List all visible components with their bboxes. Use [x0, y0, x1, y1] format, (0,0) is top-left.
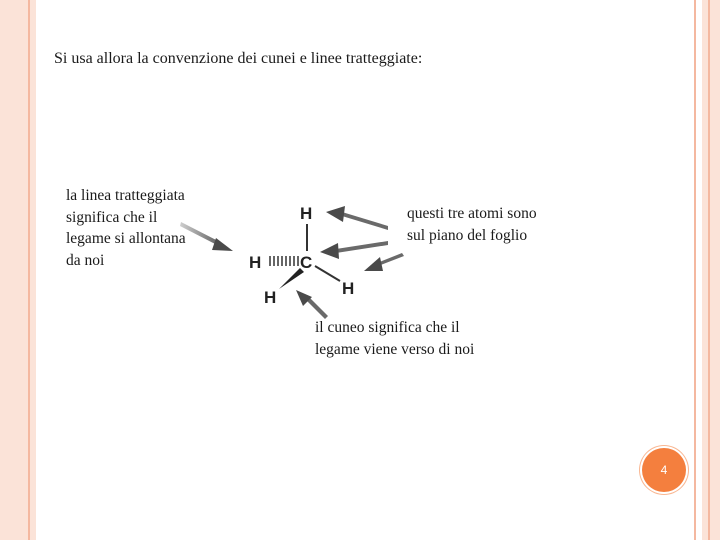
arrow-to-lower-right-hydrogen [364, 253, 404, 271]
bond-lower-right [315, 266, 340, 281]
atom-hydrogen-lower-right: H [342, 279, 355, 298]
arrow-to-dashed-bond [180, 222, 233, 251]
atom-hydrogen-lower-left: H [264, 288, 277, 307]
slide-heading: Si usa allora la convenzione dei cunei e linee tratteggiate: [54, 50, 423, 67]
dashed-line-note: la linea tratteggiata significa che il legame si allontana da noi [66, 187, 186, 269]
page-number: 4 [660, 463, 668, 477]
arrow-to-wedge [296, 290, 328, 319]
plane-atoms-note: questi tre atomi sono sul piano del foglio [407, 205, 537, 244]
atom-hydrogen-top: H [300, 204, 313, 223]
bond-dashed-left [270, 256, 298, 266]
page-number-badge [642, 448, 686, 492]
arrow-to-top-hydrogen [326, 206, 388, 230]
atom-carbon: C [300, 253, 313, 272]
wedge-note: il cuneo significa che il legame viene verso di noi [315, 319, 475, 358]
arrow-to-carbon [320, 241, 388, 259]
atom-hydrogen-left: H [249, 253, 262, 272]
